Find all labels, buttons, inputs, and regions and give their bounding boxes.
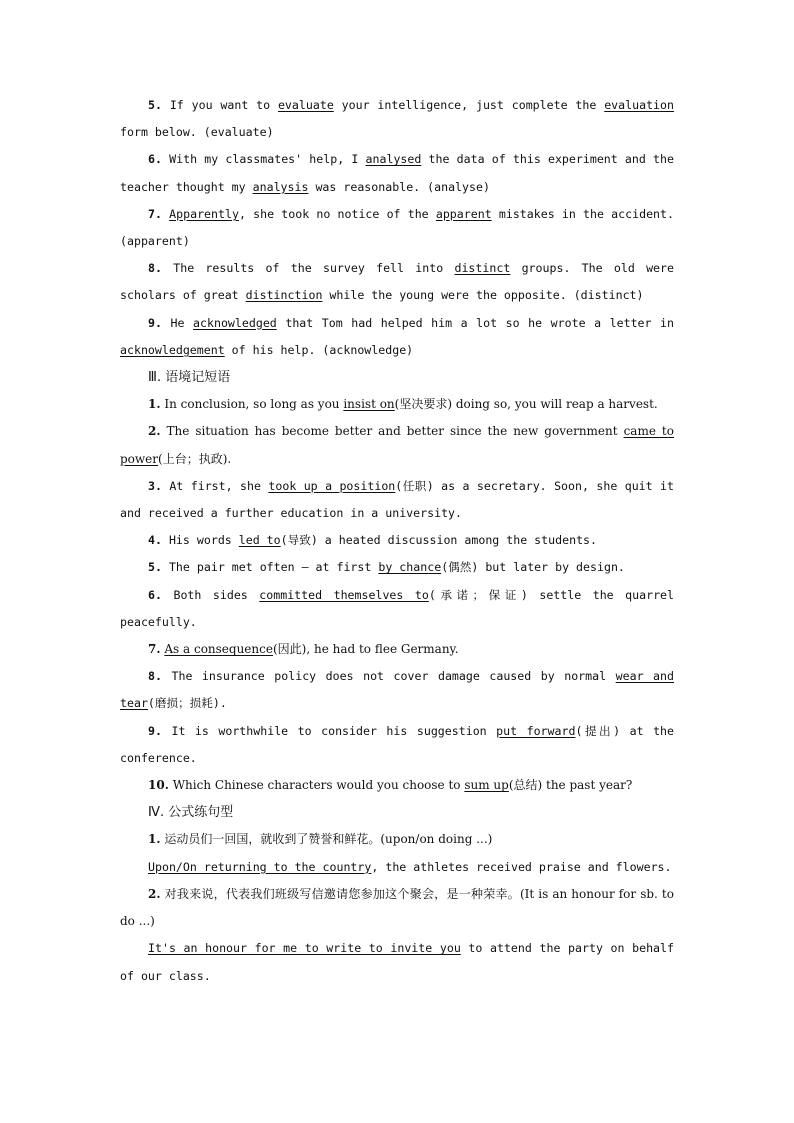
exercise-item: 1. In conclusion, so long as you insist on(坚决要求) doing so, you will reap a harvest. bbox=[148, 397, 658, 412]
answer-blank: evaluate bbox=[277, 98, 334, 112]
answer-blank: Apparently bbox=[169, 206, 239, 221]
answer-blank: committed themselves to bbox=[259, 587, 429, 602]
answer-blank: wear and tear bbox=[120, 669, 674, 711]
exercise-item: 3. At first, she took up a position(任职) as a secretary. Soon, she quit it and received a further education in a university. bbox=[120, 478, 675, 521]
exercise-item: 6. With my classmates' help, I analysed the data of this experiment and the teacher thought my analysis was reasonable. (analyse) bbox=[120, 152, 674, 194]
answer-blank: It's an honour for me to write to invite you bbox=[148, 941, 461, 956]
exercise-item: 5. The pair met often — at first by chance(偶然) but later by design. bbox=[148, 560, 625, 575]
translation-prompt: 2. 对我来说，代表我们班级写信邀请您参加这个聚会，是一种荣幸。(It is an honour for sb. to do ...) bbox=[120, 886, 674, 929]
answer-blank: put forward bbox=[496, 723, 576, 738]
answer-blank: analysis bbox=[252, 179, 309, 194]
answer-blank: sum up bbox=[464, 778, 509, 793]
section-4-items bbox=[120, 826, 674, 989]
answer-blank: As a consequence bbox=[164, 642, 273, 657]
answer-blank: acknowledgement bbox=[120, 342, 225, 357]
document-page bbox=[120, 92, 674, 990]
answer-blank: led to bbox=[238, 533, 281, 548]
exercise-item: 8. The results of the survey fell into distinct groups. The old were scholars of great distinction while the young were the opposite. (distinct) bbox=[120, 261, 675, 303]
translation-answer: It's an honour for me to write to invite you to attend the party on behalf of our class. bbox=[120, 941, 675, 983]
exercise-item: 5. If you want to evaluate your intelligence, just complete the evaluation form below. (evaluate) bbox=[120, 98, 674, 140]
exercise-item: 7. As a consequence(因此), he had to flee Germany. bbox=[148, 642, 459, 657]
translation-prompt: 1. 运动员们一回国，就收到了赞誉和鲜花。(upon/on doing ...) bbox=[148, 832, 493, 847]
section-heading: Ⅳ. 公式练句型 bbox=[148, 805, 234, 821]
answer-blank: distinct bbox=[454, 261, 511, 276]
exercise-item: 9. It is worthwhile to consider his suggestion put forward(提出) at the conference. bbox=[120, 723, 675, 765]
section-3-items bbox=[120, 391, 674, 799]
answer-blank: apparent bbox=[435, 206, 492, 221]
translation-answer: Upon/On returning to the country, the athletes received praise and flowers. bbox=[148, 859, 672, 874]
answer-blank: took up a position bbox=[268, 478, 396, 493]
answer-blank: distinction bbox=[245, 288, 323, 303]
exercise-item: 4. His words led to(导致) a heated discussion among the students. bbox=[148, 533, 598, 548]
exercise-item: 6. Both sides committed themselves to(承诺；保证) settle the quarrel peacefully. bbox=[120, 587, 675, 629]
section-2-items bbox=[120, 92, 674, 364]
answer-blank: acknowledged bbox=[193, 315, 277, 330]
exercise-item: 2. The situation has become better and better since the new government came to power(上台；执政). bbox=[120, 424, 674, 466]
exercise-item: 10. Which Chinese characters would you choose to sum up(总结) the past year? bbox=[148, 778, 633, 793]
answer-blank: came to power bbox=[120, 424, 674, 466]
answer-blank: Upon/On returning to the country bbox=[148, 859, 372, 874]
answer-blank: by chance bbox=[378, 560, 442, 575]
answer-blank: evaluation bbox=[604, 98, 674, 112]
exercise-item: 7. Apparently, she took no notice of the apparent mistakes in the accident. (apparent) bbox=[120, 206, 674, 249]
exercise-item: 9. He acknowledged that Tom had helped him a lot so he wrote a letter in acknowledgement of his help. (acknowledge) bbox=[120, 315, 675, 357]
exercise-item: 8. The insurance policy does not cover damage caused by normal wear and tear(磨损；损耗). bbox=[120, 669, 674, 711]
answer-blank: insist on bbox=[343, 397, 395, 412]
section-heading: Ⅲ. 语境记短语 bbox=[148, 370, 231, 386]
answer-blank: analysed bbox=[365, 152, 422, 167]
